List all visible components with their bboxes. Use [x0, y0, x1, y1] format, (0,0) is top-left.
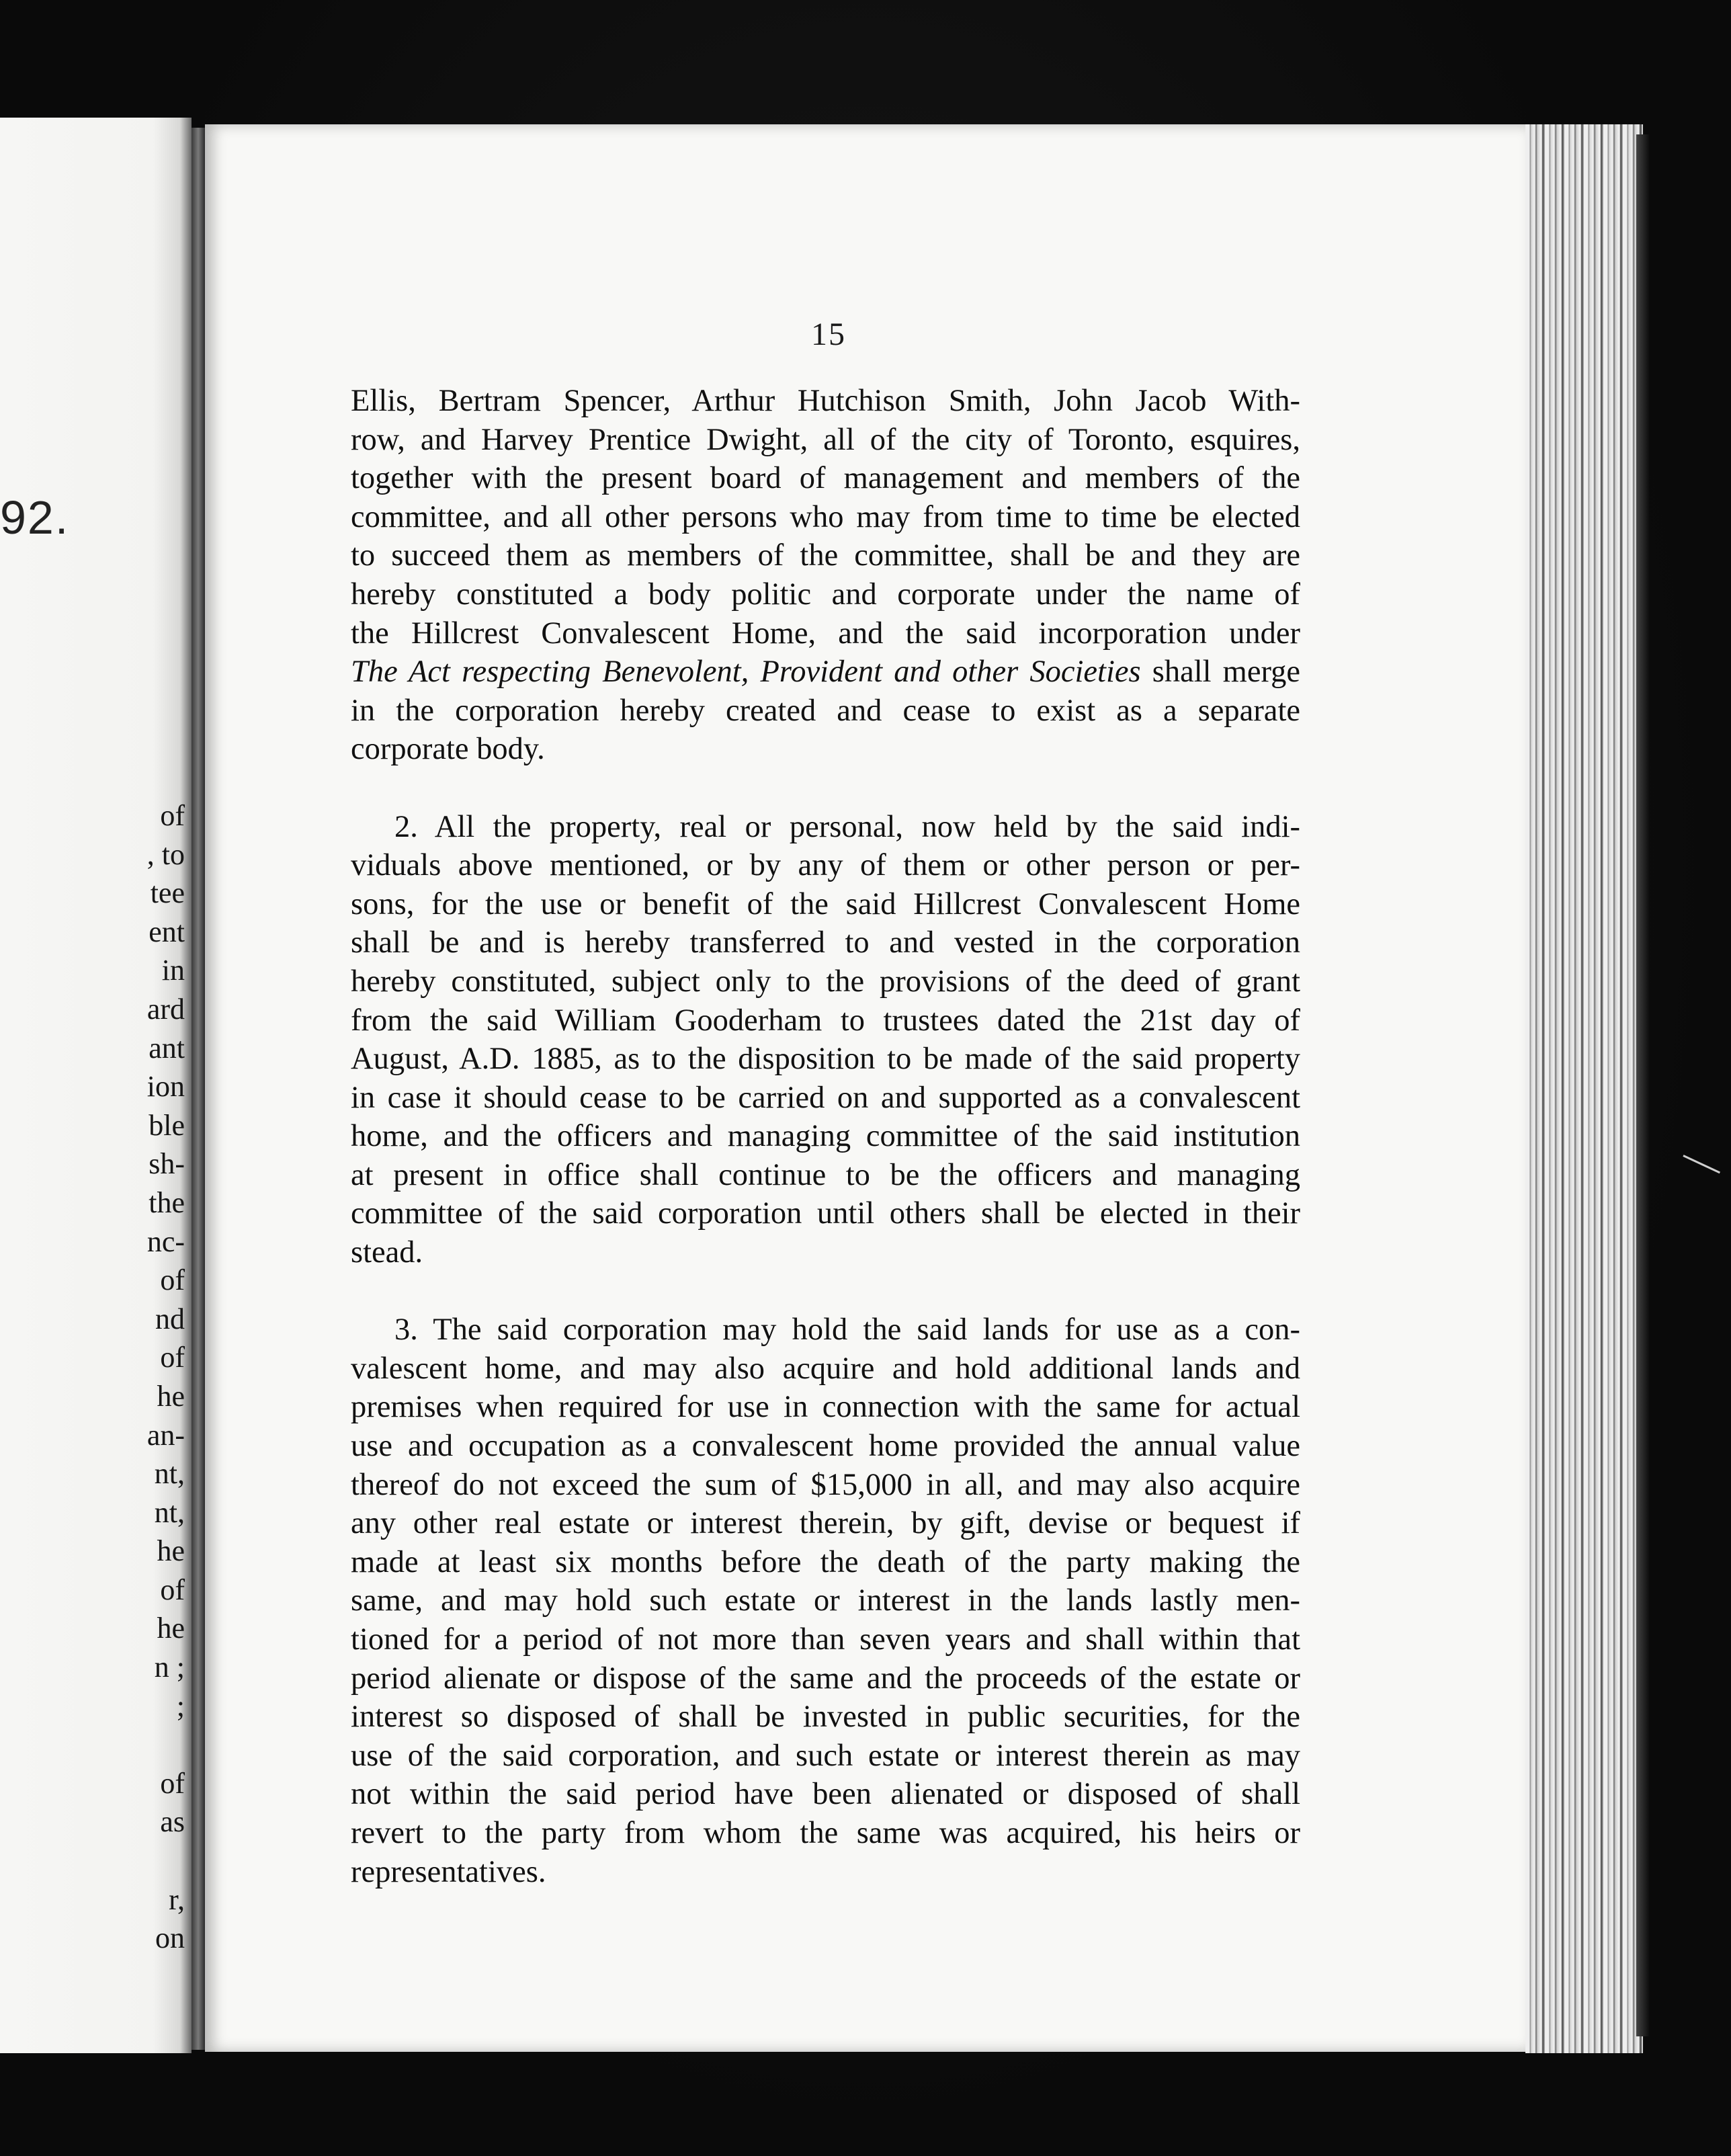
text-line [351, 653, 1300, 692]
text-line: valescent home, and may also acquire and hold additional lands and [351, 1351, 1300, 1386]
facing-page-text-column [50, 796, 185, 1958]
paragraph [351, 1311, 1300, 1891]
page-edges-shadow [1636, 134, 1650, 2036]
text-line: together with the present board of management and members of the [351, 461, 1300, 496]
text-line: same, and may hold such estate or interest in the lands lastly men- [351, 1583, 1300, 1618]
text-line-rest: shall merge [1140, 655, 1300, 690]
text-line: stead. [351, 1235, 423, 1270]
facing-page-line: nt, [154, 1457, 185, 1491]
facing-page-line: , to [146, 837, 185, 871]
facing-page-left [0, 118, 192, 2053]
text-line: 2. All the property, real or personal, now held by the said indi- [394, 809, 1300, 844]
text-line: representatives. [351, 1854, 546, 1889]
facing-page-line: nc- [146, 1225, 185, 1258]
facing-page-line: of [160, 1263, 185, 1297]
text-line: hereby constituted, subject only to the provisions of the deed of grant [351, 964, 1300, 999]
text-line: from the said William Gooderham to trustees dated the 21st day of [351, 1003, 1300, 1038]
text-line: 3. The said corporation may hold the said lands for use as a con- [394, 1313, 1300, 1348]
text-line: in case it should cease to be carried on and supported as a convalescent [351, 1080, 1300, 1115]
facing-page-line: he [157, 1612, 185, 1645]
facing-page-number-fragment: 92. [0, 491, 70, 544]
page-edges [1525, 124, 1643, 2053]
text-line: in the corporation hereby created and cease to exist as a separate [351, 693, 1300, 728]
text-line: August, A.D. 1885, as to the disposition to be made of the said property [351, 1042, 1300, 1077]
text-line: Ellis, Bertram Spencer, Arthur Hutchison Smith, John Jacob With- [351, 384, 1300, 418]
facing-page-line: of [160, 799, 185, 832]
facing-page-line: ble [149, 1108, 185, 1142]
text-line: any other real estate or interest therein, by gift, devise or bequest if [351, 1506, 1300, 1541]
text-line: use and occupation as a convalescent home provided the annual value [351, 1429, 1300, 1464]
facing-page-line: of [160, 1766, 185, 1800]
facing-page-line: ent [149, 915, 185, 948]
facing-page-line: in [161, 954, 185, 987]
text-line: viduals above mentioned, or by any of them or other person or per- [351, 848, 1300, 883]
facing-page-line: the [149, 1186, 185, 1219]
page-number: 15 [811, 317, 846, 352]
text-line: revert to the party from whom the same was acquired, his heirs or [351, 1815, 1300, 1850]
text-line: thereof do not exceed the sum of $15,000 in all, and may also acquire [351, 1467, 1300, 1502]
text-line: hereby constituted a body politic and corporate under the name of [351, 577, 1300, 612]
facing-page-line: ion [146, 1070, 185, 1104]
facing-page-line: he [157, 1534, 185, 1568]
text-line: use of the said corporation, and such estate or interest therein as may [351, 1738, 1300, 1773]
facing-page-line: ant [149, 1031, 185, 1065]
facing-page-line: an- [146, 1418, 185, 1452]
text-line: at present in office shall continue to be the officers and managing [351, 1157, 1300, 1192]
text-line: committee, and all other persons who may from time to time be elected [351, 499, 1300, 534]
facing-page-line: sh- [149, 1147, 185, 1181]
facing-page-line: nt, [154, 1495, 185, 1529]
facing-page-line: on [155, 1921, 185, 1955]
facing-page-line: nd [155, 1302, 185, 1335]
facing-page-line [50, 1725, 185, 1764]
text-line: not within the said period have been alienated or disposed of shall [351, 1777, 1300, 1812]
text-line: made at least six months before the death of the party making the [351, 1544, 1300, 1579]
paragraph [351, 382, 1300, 769]
text-line: premises when required for use in connection with the same for actual [351, 1390, 1300, 1425]
text-line: sons, for the use or benefit of the said Hillcrest Convalescent Home [351, 886, 1300, 921]
text-line: interest so disposed of shall be invested in public securities, for the [351, 1700, 1300, 1735]
facing-page-line: of [160, 1341, 185, 1374]
text-line: committee of the said corporation until others shall be elected in their [351, 1196, 1300, 1231]
facing-page-line: ; [176, 1689, 185, 1723]
text-line: home, and the officers and managing committee of the said institution [351, 1119, 1300, 1154]
text-line: the Hillcrest Convalescent Home, and the said incorporation under [351, 616, 1300, 651]
text-line: tioned for a period of not more than seven years and shall within that [351, 1622, 1300, 1657]
text-line: to succeed them as members of the committee, shall be and they are [351, 538, 1300, 573]
paragraph [351, 808, 1300, 1272]
facing-page-line: of [160, 1573, 185, 1606]
facing-page-line: ard [146, 992, 185, 1026]
facing-page-line: he [157, 1379, 185, 1413]
text-line: shall be and is hereby transferred to and vested in the corporation [351, 925, 1300, 960]
facing-page-line: tee [150, 876, 185, 910]
page-body [351, 382, 1300, 1891]
book-gutter [192, 128, 205, 2050]
act-title: The Act respecting Benevolent, Provident and other Societies [351, 655, 1141, 690]
text-line: period alienate or dispose of the same and the proceeds of the estate or [351, 1661, 1300, 1696]
text-line: row, and Harvey Prentice Dwight, all of the city of Toronto, esquires, [351, 422, 1300, 457]
facing-page-line: n ; [154, 1651, 185, 1684]
facing-page-line: r, [169, 1882, 185, 1916]
text-line: corporate body. [351, 732, 545, 767]
facing-page-line: as [160, 1805, 185, 1839]
facing-page-line [50, 1841, 185, 1880]
